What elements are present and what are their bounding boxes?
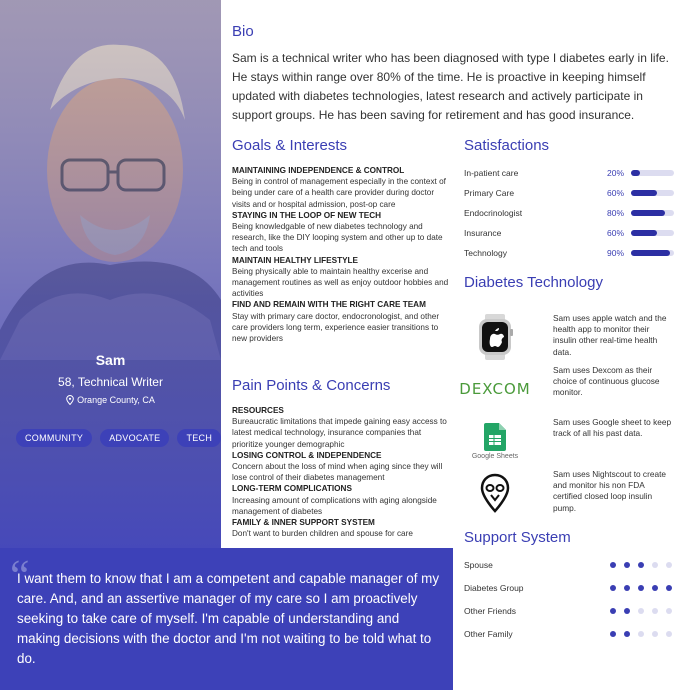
satisfaction-row: [464, 248, 674, 268]
support-label: Spouse: [464, 560, 493, 570]
rating-dot-filled: [638, 585, 644, 591]
location-pin-icon: [66, 395, 74, 405]
support-title: Support System: [464, 529, 571, 546]
persona-location: [0, 395, 221, 405]
satisfaction-bar-fill: [631, 210, 665, 216]
location-label: Orange County, CA: [77, 395, 155, 405]
persona-panel: [0, 0, 221, 548]
rating-dot-filled: [652, 585, 658, 591]
dexcom-logo: [459, 365, 531, 413]
satisfactions-section: [464, 137, 674, 268]
google-sheets-logo-text: Google Sheets: [471, 452, 519, 460]
tech-item: [459, 365, 674, 417]
rating-dot-empty: [666, 631, 672, 637]
support-rating: [610, 631, 672, 637]
satisfaction-bar: [631, 170, 674, 176]
satisfaction-label: Technology: [464, 248, 508, 258]
support-label: Diabetes Group: [464, 583, 524, 593]
pain-text: Concern about the loss of mind when aging since they will lose control of their diabetes management: [232, 462, 443, 483]
rating-dot-empty: [652, 631, 658, 637]
support-row: [464, 583, 674, 606]
satisfaction-row: [464, 228, 674, 248]
satisfaction-bar: [631, 250, 674, 256]
satisfaction-percent: 60%: [607, 188, 625, 198]
pain-heading: LONG-TERM COMPLICATIONS: [232, 484, 352, 494]
support-row: [464, 629, 674, 652]
diabetes-technology-section: [459, 274, 674, 521]
goal-text: Being knowledgable of new diabetes technology and research, like the DIY looping system and other up to date tech and tools: [232, 222, 443, 254]
support-label: Other Friends: [464, 606, 516, 616]
goal-text: Being in control of management especially in the context of being under care of a health care provider during doctor visits and or hospital admission, post-op care: [232, 177, 446, 209]
rating-dot-filled: [624, 585, 630, 591]
goals-section: [232, 137, 454, 344]
pain-heading: LOSING CONTROL & INDEPENDENCE: [232, 450, 382, 460]
tech-description: Sam uses Nightscout to create and monitor his non FDA certified closed loop insulin pump.: [553, 469, 666, 513]
satisfaction-percent: 80%: [607, 208, 625, 218]
tag-community: COMMUNITY: [16, 429, 92, 447]
tech-title: Diabetes Technology: [464, 274, 603, 291]
support-system-section: [464, 529, 674, 652]
satisfaction-row: [464, 168, 674, 188]
satisfaction-bar-fill: [631, 190, 657, 196]
satisfaction-label: Insurance: [464, 228, 502, 238]
support-rating: [610, 585, 672, 591]
goal-text: Stay with primary care doctor, endocronologist, and other care providers long term, experience easier transitions to new providers: [232, 311, 440, 344]
rating-dot-filled: [638, 562, 644, 568]
rating-dot-empty: [652, 562, 658, 568]
tech-description: Sam uses Google sheet to keep track of all his past data.: [553, 417, 672, 439]
goal-heading: FIND AND REMAIN WITH THE RIGHT CARE TEAM: [232, 300, 426, 310]
tag-advocate: ADVOCATE: [100, 429, 169, 447]
rating-dot-filled: [624, 562, 630, 568]
satisfaction-row: [464, 208, 674, 228]
persona-name: Sam: [95, 352, 126, 368]
bio-title: Bio: [232, 23, 254, 40]
satisfaction-bar: [631, 210, 674, 216]
rating-dot-filled: [610, 608, 616, 614]
rating-dot-filled: [610, 562, 616, 568]
support-row: [464, 560, 674, 583]
pain-heading: FAMILY & INNER SUPPORT SYSTEM: [232, 518, 375, 528]
tech-description: Sam uses Dexcom as their choice of continuous glucose monitor.: [553, 365, 660, 398]
persona-tags: [16, 429, 221, 447]
rating-dot-filled: [666, 585, 672, 591]
pain-text: Increasing amount of complications with aging alongside management of diabetes: [232, 495, 437, 516]
satisfaction-percent: 20%: [607, 168, 625, 178]
rating-dot-empty: [638, 631, 644, 637]
nightscout-icon: [464, 469, 526, 517]
satisfaction-label: Primary Care: [464, 188, 515, 198]
satisfaction-bar-fill: [631, 230, 657, 236]
goal-heading: MAINTAIN HEALTHY LIFESTYLE: [232, 255, 358, 265]
tech-item: [464, 417, 674, 469]
satisfaction-row: [464, 188, 674, 208]
support-rating: [610, 608, 672, 614]
pain-text: Don't want to burden children and spouse for care: [232, 529, 413, 539]
rating-dot-empty: [666, 562, 672, 568]
goal-heading: STAYING IN THE LOOP OF NEW TECH: [232, 210, 382, 220]
rating-dot-empty: [666, 608, 672, 614]
support-rating: [610, 562, 672, 568]
apple-watch-icon: [464, 313, 526, 361]
satisfaction-label: In-patient care: [464, 168, 519, 178]
pains-title: Pain Points & Concerns: [232, 377, 391, 394]
rating-dot-filled: [624, 608, 630, 614]
goal-text: Being physically able to maintain healthy excerise and management routines as well as enjoy outdoor hobbies and activities: [232, 266, 449, 299]
rating-dot-filled: [624, 631, 630, 637]
tech-description: Sam uses apple watch and the health app to monitor their insulin other real-time health data.: [553, 313, 667, 357]
quote-mark-icon: “: [10, 551, 30, 600]
rating-dot-filled: [610, 631, 616, 637]
satisfaction-percent: 90%: [607, 248, 625, 258]
satisfaction-bar-fill: [631, 170, 640, 176]
rating-dot-empty: [652, 608, 658, 614]
tag-tech: TECH: [177, 429, 221, 447]
pain-text: Bureaucratic limitations that impede gaining easy access to latest medical technology, insurance companies that prioritize younger demographic: [232, 417, 447, 449]
support-label: Other Family: [464, 629, 513, 639]
goal-heading: MAINTAINING INDEPENDENCE & CONTROL: [232, 166, 405, 175]
persona-photo: [0, 0, 221, 548]
tech-item: [464, 313, 674, 365]
support-row: [464, 606, 674, 629]
rating-dot-empty: [638, 608, 644, 614]
google-sheets-icon: [464, 417, 526, 465]
pain-points-section: [232, 377, 454, 539]
pain-heading: RESOURCES: [232, 406, 284, 415]
tech-item: [464, 469, 674, 521]
satisfaction-bar: [631, 230, 674, 236]
quote-text: I want them to know that I am a competent and capable manager of my care. And, and an assertive manager of my care so I am proactively seeking to take care of myself. I'm capable of understanding and making decisions with the doctor and I'm not waiting to be told what to do.: [17, 571, 440, 666]
satisfaction-percent: 60%: [607, 228, 625, 238]
satisfaction-bar-fill: [631, 250, 670, 256]
satisfaction-bar: [631, 190, 674, 196]
satisfaction-label: Endocrinologist: [464, 208, 523, 218]
rating-dot-filled: [610, 585, 616, 591]
bio-text: Sam is a technical writer who has been diagnosed with type I diabetes early in life. He stays within range over 80% of the time. He is proactive in keeping himself updated with diabetes technologies, latest research and actively participate in support groups. He has been saving for retirement and has good insurance.: [232, 51, 669, 122]
satisfactions-title: Satisfactions: [464, 137, 550, 154]
quote-panel: [0, 548, 453, 690]
persona-role: 58, Technical Writer: [58, 375, 163, 389]
goals-title: Goals & Interests: [232, 137, 348, 154]
dexcom-logo-text: DEXCOM: [459, 380, 531, 398]
